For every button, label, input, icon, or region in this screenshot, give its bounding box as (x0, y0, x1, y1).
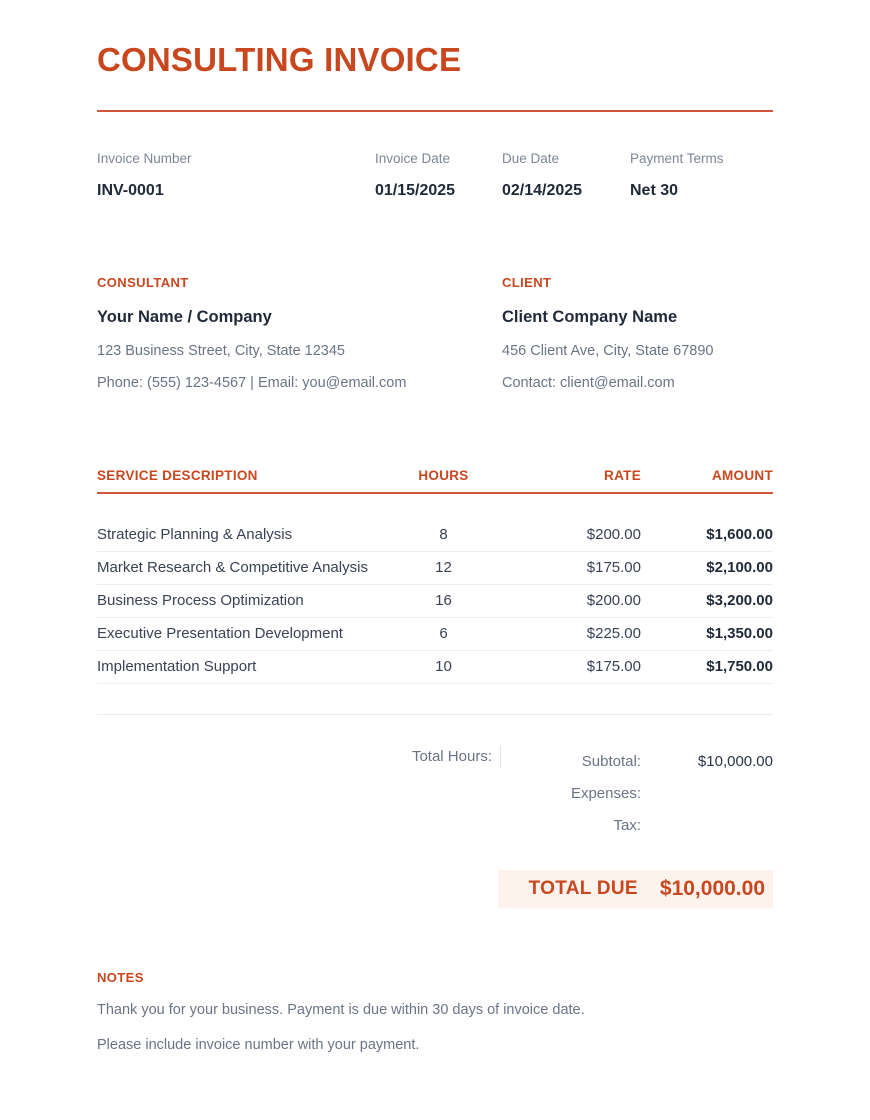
meta-field-invoice-number (97, 150, 375, 203)
totals-value: $10,000.00 (697, 753, 773, 771)
cell-amount: $2,100.00 (706, 559, 773, 577)
meta-label: Invoice Date (375, 150, 451, 166)
totals-rows (501, 746, 773, 842)
notes-heading: NOTES (97, 969, 144, 985)
table-row (97, 618, 773, 651)
column-header-description: SERVICE DESCRIPTION (97, 467, 258, 483)
table-body (97, 494, 773, 684)
meta-field-due-date (502, 150, 630, 203)
invoice-meta (97, 150, 773, 203)
total-hours-label: Total Hours: (386, 746, 501, 768)
cell-rate: $175.00 (586, 559, 641, 577)
totals-row-subtotal (501, 746, 773, 778)
title-divider (97, 110, 773, 112)
line-items-table (97, 468, 773, 715)
client-block (502, 275, 782, 393)
parties-section (97, 275, 773, 393)
client-address: 456 Client Ave, City, State 67890 (502, 342, 714, 359)
page-title: CONSULTING INVOICE (97, 41, 462, 78)
totals-label: Tax: (613, 817, 641, 835)
cell-amount: $1,350.00 (706, 625, 773, 643)
notes-line: Please include invoice number with your payment. (97, 1037, 420, 1054)
meta-value: Net 30 (630, 182, 679, 200)
meta-value: 02/14/2025 (502, 182, 583, 200)
cell-hours: 8 (439, 526, 448, 544)
totals-row-expenses (501, 778, 773, 810)
table-header-row (97, 468, 773, 494)
client-heading: CLIENT (502, 275, 552, 291)
totals-spacer (97, 746, 386, 842)
client-name: Client Company Name (502, 308, 678, 327)
consultant-heading: CONSULTANT (97, 275, 189, 291)
total-due-bar (498, 870, 773, 908)
column-header-rate: RATE (604, 467, 641, 483)
cell-hours: 10 (435, 658, 452, 676)
cell-amount: $3,200.00 (706, 592, 773, 610)
consultant-block (97, 275, 502, 393)
table-row (97, 651, 773, 684)
table-row (97, 585, 773, 618)
meta-field-payment-terms (630, 150, 770, 203)
cell-rate: $225.00 (586, 625, 641, 643)
cell-hours: 12 (435, 559, 452, 577)
cell-amount: $1,600.00 (706, 526, 773, 544)
total-due-label: TOTAL DUE (528, 877, 638, 899)
notes-section (97, 970, 773, 1056)
client-contact: Contact: client@email.com (502, 375, 675, 392)
meta-label: Invoice Number (97, 150, 192, 166)
meta-label: Payment Terms (630, 150, 724, 166)
cell-description: Strategic Planning & Analysis (97, 526, 293, 544)
totals-label: Expenses: (570, 785, 641, 803)
totals-row-tax (501, 810, 773, 842)
cell-description: Business Process Optimization (97, 592, 304, 610)
cell-hours: 16 (435, 592, 452, 610)
table-row (97, 519, 773, 552)
consultant-name: Your Name / Company (97, 308, 272, 327)
cell-description: Implementation Support (97, 658, 257, 676)
table-row (97, 552, 773, 585)
cell-description: Executive Presentation Development (97, 625, 343, 643)
meta-value: 01/15/2025 (375, 182, 456, 200)
totals-label: Subtotal: (581, 753, 641, 771)
totals-section (97, 746, 773, 842)
meta-label: Due Date (502, 150, 560, 166)
column-header-amount: AMOUNT (711, 467, 773, 483)
column-header-hours: HOURS (418, 467, 469, 483)
consultant-contact: Phone: (555) 123-4567 | Email: you@email.com (97, 375, 407, 392)
cell-description: Market Research & Competitive Analysis (97, 559, 368, 577)
meta-field-invoice-date (375, 150, 502, 203)
notes-line: Thank you for your business. Payment is due within 30 days of invoice date. (97, 1001, 585, 1018)
cell-amount: $1,750.00 (706, 658, 773, 676)
cell-hours: 6 (439, 625, 448, 643)
cell-rate: $200.00 (586, 526, 641, 544)
meta-value: INV-0001 (97, 182, 164, 200)
consultant-address: 123 Business Street, City, State 12345 (97, 342, 345, 359)
cell-rate: $200.00 (586, 592, 641, 610)
total-due-value: $10,000.00 (659, 876, 765, 900)
cell-rate: $175.00 (586, 658, 641, 676)
table-bottom-divider (97, 714, 773, 715)
